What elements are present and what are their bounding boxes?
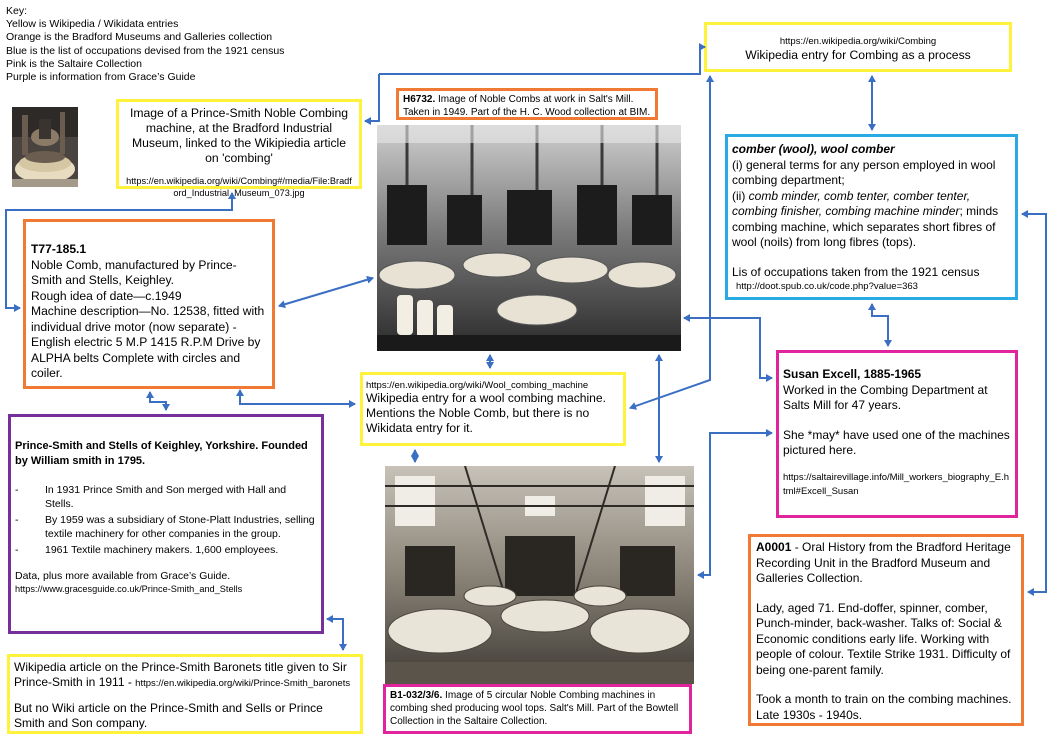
prince-smith-stells-box bbox=[8, 414, 324, 634]
key-line-purple: Purple is information from Grace’s Guide bbox=[6, 71, 196, 84]
arrow-comber-to-a0001 bbox=[1022, 214, 1046, 592]
h6732-id: H6732. bbox=[403, 94, 436, 105]
a0001-oral-history-box bbox=[748, 534, 1024, 726]
a0001-description: Lady, aged 71. End-doffer, spinner, comber, Punch-minder, back-washer. Talks of: Social & Economic conditions early life. Working with people of colour. Textile Strike 1931. Difficulty of being one-parent family. bbox=[756, 600, 1011, 677]
prince-smith-footer: Data, plus more available from Grace’s Guide. bbox=[15, 570, 231, 582]
wool-combing-machine-wiki-box bbox=[360, 372, 626, 446]
circular-combing-machines-photo bbox=[385, 466, 694, 684]
combing-description: Wikipedia entry for Combing as a process bbox=[745, 48, 971, 62]
key-line-yellow: Yellow is Wikipedia / Wikidata entries bbox=[6, 18, 179, 31]
arrow-comber-to-susan bbox=[872, 304, 888, 346]
noble-combs-photo bbox=[377, 125, 681, 351]
key-line-orange: Orange is the Bradford Museums and Galleries collection bbox=[6, 31, 273, 44]
machine-image-url[interactable]: https://en.wikipedia.org/wiki/Combing#/media/File:Bradford_Industrial_Museum_073.jpg bbox=[126, 176, 352, 198]
t77-line-3: Machine description—No. 12538, fitted with individual drive motor (now separate) - English electric 5 M.P 1415 R.P.M Drive by ALPHA belts Complete with circles and coiler. bbox=[31, 304, 265, 380]
comber-title: comber (wool), wool comber bbox=[732, 142, 895, 156]
susan-text-1: Worked in the Combing Department at Salts Mill for 47 years. bbox=[783, 382, 988, 412]
susan-title: Susan Excell, 1885-1965 bbox=[783, 367, 922, 381]
baronets-note: But no Wiki article on the Prince-Smith and Sells or Prince Smith and Son company. bbox=[14, 701, 323, 730]
prince-smith-history-item: - 1961 Textile machinery makers. 1,600 employees. bbox=[15, 543, 317, 557]
wool-combing-url[interactable]: https://en.wikipedia.org/wiki/Wool_combing_machine bbox=[366, 380, 589, 391]
t77-line-2: Rough idea of date—c.1949 bbox=[31, 288, 182, 303]
key-line-blue: Blue is the list of occupations devised from the 1921 census bbox=[6, 44, 285, 57]
a0001-title: A0001 - Oral History from the Bradford Heritage Recording Unit in the Bradford Museum and Galleries Collection. bbox=[756, 540, 1011, 585]
prince-smith-history-item: - In 1931 Prince Smith and Son merged with Hall and Stells. bbox=[15, 483, 317, 511]
key-title: Key: bbox=[6, 5, 28, 17]
key-legend bbox=[6, 5, 284, 84]
h6732-text: Image of Noble Combs at work in Salt's Mill. Taken in 1949. Part of the H. C. Wood collection at BIM. bbox=[403, 94, 651, 118]
t77-id: T77-185.1 bbox=[31, 242, 87, 256]
comber-definition-2: (ii) comb minder, comb tenter, comber tenter, combing finisher, combing machine minder; minds combing machine, which separates short fibres of wool (noils) from long fibres (tops). bbox=[732, 188, 999, 249]
t77-object-box bbox=[23, 219, 275, 389]
comber-census-note: Lis of occupations taken from the 1921 census bbox=[732, 264, 980, 279]
arrow-t77-to-prince-smith bbox=[150, 392, 166, 410]
susan-excell-box bbox=[776, 350, 1018, 518]
prince-smith-history-list bbox=[15, 483, 317, 557]
prince-smith-history-item: - By 1959 was a subsidiary of Stone-Platt Industries, selling textile machinery for other companies in the group. bbox=[15, 513, 317, 541]
machine-image-wiki-box bbox=[116, 99, 362, 198]
combing-wiki-box bbox=[704, 22, 1012, 72]
b1-032-photo-caption-box bbox=[383, 684, 692, 734]
a0001-training: Took a month to train on the combing machines. Late 1930s - 1940s. bbox=[756, 692, 1012, 722]
arrow-t77-to-photo bbox=[279, 278, 373, 306]
comber-occupation-box bbox=[725, 134, 1018, 300]
prince-smith-baronets-box bbox=[7, 654, 363, 734]
machine-image-description: Image of a Prince-Smith Noble Combing machine, at the Bradford Industrial Museum, linked to the Wikipiedia article on 'combing' bbox=[129, 106, 349, 165]
arrow-photo-to-susan bbox=[684, 318, 772, 378]
comber-definition-1: (i) general terms for any person employed in wool combing department; bbox=[732, 157, 996, 187]
susan-text-2: She *may* have used one of the machines pictured here. bbox=[783, 427, 1010, 457]
arrow-photo-to-machine-image bbox=[365, 74, 379, 121]
wool-combing-description: Wikipedia entry for a wool combing machine. Mentions the Noble Comb, but there is no Wikidata entry for it. bbox=[366, 391, 606, 435]
arrow-prince-smith-to-baronets bbox=[327, 619, 343, 650]
combing-url[interactable]: https://en.wikipedia.org/wiki/Combing bbox=[779, 36, 937, 47]
arrow-t77-to-wool-combing bbox=[240, 390, 355, 404]
machine-thumbnail-image bbox=[12, 107, 78, 187]
prince-smith-url[interactable]: https://www.gracesguide.co.uk/Prince-Smith_and_Stells bbox=[15, 584, 243, 594]
b1-id: B1-032/3/6. bbox=[390, 690, 443, 701]
h6732-box bbox=[396, 88, 658, 120]
key-line-pink: Pink is the Saltaire Collection bbox=[6, 57, 142, 70]
baronets-url[interactable]: https://en.wikipedia.org/wiki/Prince-Smith_baronets bbox=[135, 678, 351, 689]
prince-smith-title: Prince-Smith and Stells of Keighley, Yorkshire. Founded by William smith in 1795. bbox=[15, 440, 308, 467]
comber-url[interactable]: http://doot.spub.co.uk/code.php?value=363 bbox=[736, 281, 918, 292]
susan-url[interactable]: https://saltairevillage.info/Mill_workers_biography_E.html#Excell_Susan bbox=[783, 471, 1010, 497]
baronets-text: Wikipedia article on the Prince-Smith Baronets title given to Sir Prince-Smith in 1911 - https://en.wikipedia.org/wiki/Prince-Smith_baronets bbox=[14, 660, 351, 689]
t77-line-1: Noble Comb, manufactured by Prince-Smith and Stells, Keighley. bbox=[31, 257, 237, 287]
b1-text: Image of 5 circular Noble Combing machines in combing shed producing wool tops. Salt's Mill. Part of the Bowtell Collection in the Saltaire Collection. bbox=[390, 690, 679, 727]
